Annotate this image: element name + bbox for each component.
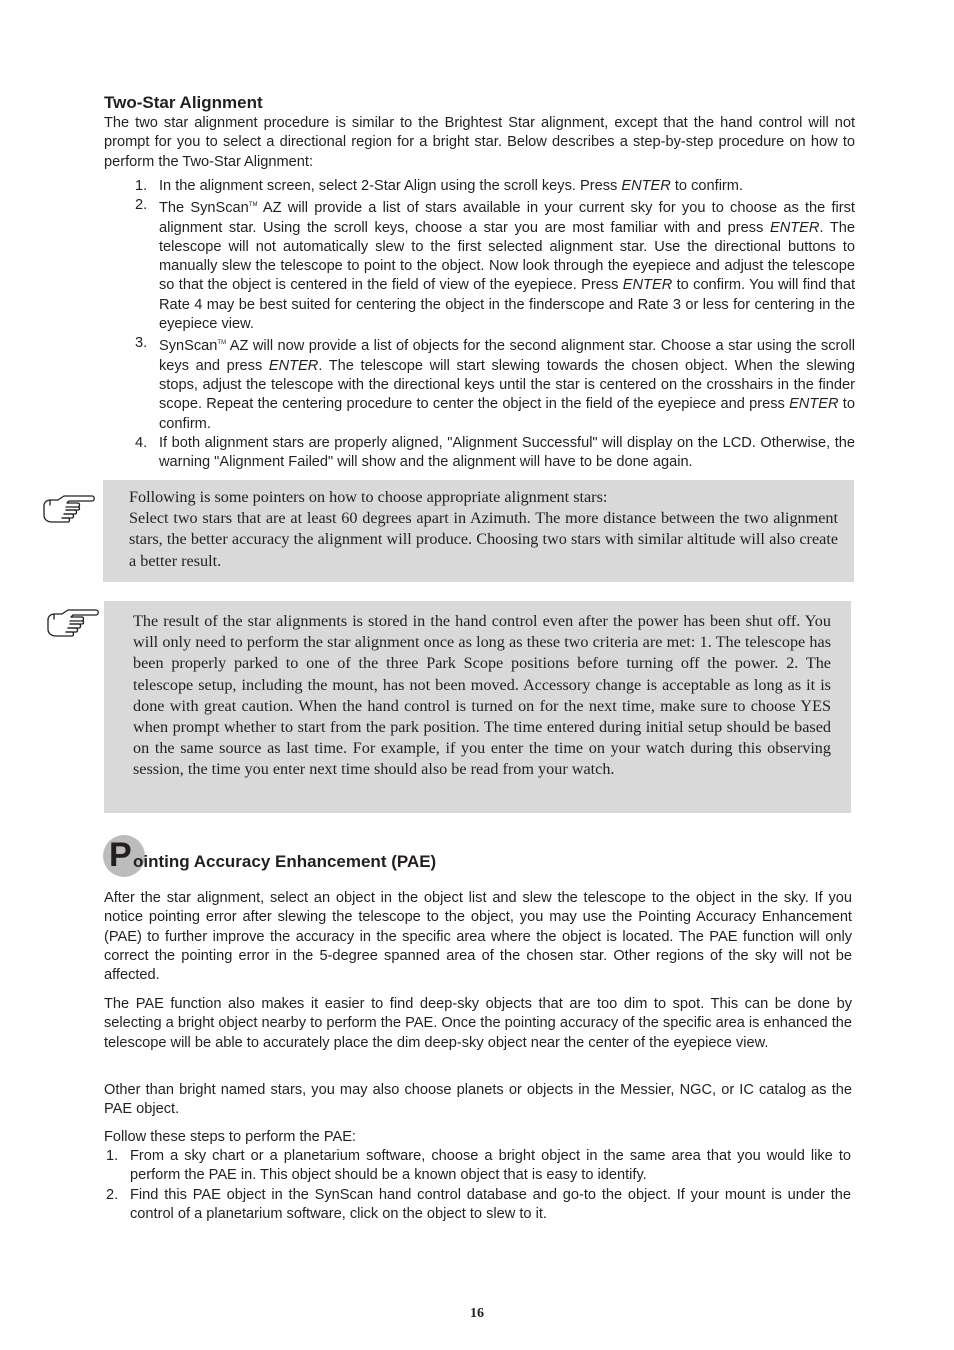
paragraph: Follow these steps to perform the PAE: — [104, 1129, 356, 1145]
note-box-alignment-storage — [104, 601, 851, 813]
note-box-alignment-pointers — [103, 480, 854, 582]
list-item: 2. Find this PAE object in the SynScan hand control database and go-to the object. If your mount is under the control of a planetarium software, click on the object to slew to it. — [106, 1186, 851, 1222]
note-text: The result of the star alignments is stored in the hand control even after the power has been shut off. You will only need to perform the star alignment once as long as these two criteria are met: 1. The telescope has been properly parked to one of the three Park Scope positions before turning off the power. 2. The telescope setup, including the mount, has not been moved. Accessory change is acceptable as long as it is done with great caution. When the hand control is turned on for the next time, make sure to choose YES when prompt whether to start from the park position. The time entered during initial setup should be based on the same source as last time. For example, if you enter the time on your watch during this observing session, the time you enter next time should also be read from your watch. — [133, 612, 831, 779]
pointing-hand-icon — [42, 494, 96, 524]
trademark-mark: TM — [217, 340, 227, 347]
section-intro: The two star alignment procedure is similar to the Brightest Star alignment, except that the hand control will not prompt for you to select a directional region for a bright star. Below describes a step-by-step procedure on how to perform the Two-Star Alignment: — [104, 115, 855, 170]
list-number: 2. — [106, 1186, 119, 1203]
list-item: 1. From a sky chart or a planetarium software, choose a bright object in the same area that you would like to perform the PAE in. This object should be a known object that is easy to identify. — [106, 1148, 851, 1184]
list-number: 3. — [135, 335, 148, 352]
list-number: 1. — [135, 178, 148, 194]
note-text: Select two stars that are at least 60 degrees apart in Azimuth. The more distance between the two alignment stars, the better accuracy the alignment will produce. Choosing two stars with similar altitude will also create a better result. — [129, 509, 838, 570]
list-item: 4. If both alignment stars are properly aligned, "Alignment Successful" will display on the LCD. Otherwise, the warning "Alignment Failed" will show and the alignment will have to be done again. — [135, 434, 855, 471]
list-item: 2. The SynScan™ AZ will provide a list of stars available in your current sky for you to choose as the first alignment star. Using the scroll keys, choose a star you are most familiar with and press ENTER. The telescope will not automatically slew to the first selected alignment star. Use the directional buttons to manually slew the telescope to point to the object. Now look through the eyepiece and adjust the telescope so that the object is centered in the field of view of the eyepiece. Press ENTER to confirm. You will find that Rate 4 may be best suited for centering the object in the finderscope and Rate 3 or less for centering in the eyepiece view. — [135, 197, 855, 333]
paragraph: After the star alignment, select an object in the object list and slew the telescope to the object in the sky. If you notice pointing error after slewing the telescope to the object, you may use the Pointing Accuracy Enhancement (PAE) to further improve the accuracy in the specific area where the object is located. The PAE function will only correct the pointing error in the 5-degree spanned area of the chosen star. Other regions of the sky will not be affected. — [104, 890, 852, 984]
section-heading-two-star-alignment: Two-Star Alignment — [104, 93, 263, 112]
list-item: 3. SynScan™ AZ will now provide a list of objects for the second alignment star. Choose a star using the scroll keys and press ENTER. The telescope will start slewing towards the chosen object. When the slewing stops, adjust the telescope with the directional keys until the star is centered on the crosshairs in the finder scope. Repeat the centering procedure to center the object in the field of the eyepiece and press ENTER to confirm. — [135, 335, 855, 432]
trademark-mark: TM — [248, 202, 258, 209]
list-number: 4. — [135, 434, 148, 451]
list-number: 1. — [106, 1148, 119, 1164]
page-number: 16 — [470, 1306, 484, 1321]
heading-initial-letter: P — [109, 836, 132, 874]
paragraph: The PAE function also makes it easier to find deep-sky objects that are too dim to spot. This can be done by selecting a bright object nearby to perform the PAE. Once the pointing accuracy of the specific area is enhanced the telescope will be able to accurately place the dim deep-sky object near the center of the eyepiece view. — [104, 996, 852, 1051]
section-heading-pae: ointing Accuracy Enhancement (PAE) — [133, 852, 437, 871]
pae-steps-list — [106, 1147, 851, 1224]
pointing-hand-icon — [46, 608, 100, 638]
note-text-line: Following is some pointers on how to choose appropriate alignment stars: — [129, 488, 608, 506]
list-item: 1. In the alignment screen, select 2-Star Align using the scroll keys. Press ENTER to confirm. — [135, 177, 855, 196]
two-star-steps-list — [135, 177, 855, 472]
paragraph: Other than bright named stars, you may also choose planets or objects in the Messier, NGC, or IC catalog as the PAE object. — [104, 1082, 852, 1118]
list-number: 2. — [135, 197, 148, 214]
